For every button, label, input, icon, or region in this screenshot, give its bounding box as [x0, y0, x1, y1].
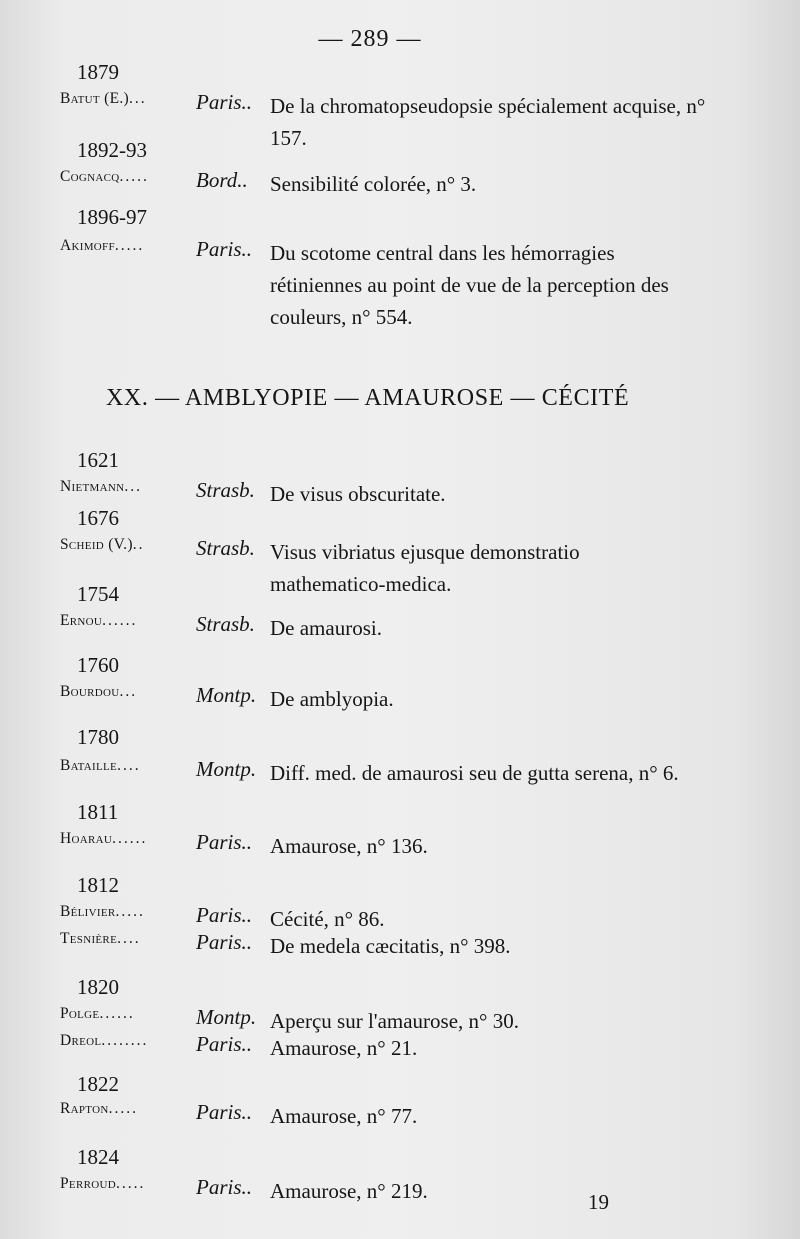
- entry-title: Diff. med. de amaurosi seu de gutta serena, n° 6.: [270, 761, 679, 785]
- year-heading: 1879: [77, 60, 119, 84]
- bibliography-entry: [60, 612, 760, 642]
- entry-author: Ernou......: [60, 612, 138, 629]
- bibliography-entry: [60, 478, 760, 508]
- year-heading: 1820: [77, 975, 119, 999]
- bibliography-entry: [60, 1100, 760, 1130]
- entry-city: Paris..: [196, 1032, 253, 1056]
- entry-title: De visus obscuritate.: [270, 482, 446, 506]
- entry-author: Scheid (V.)..: [60, 536, 145, 553]
- page-number: — 289 —: [318, 26, 422, 52]
- entry-city: Montp.: [196, 757, 257, 781]
- bibliography-entry: [60, 757, 760, 787]
- year-heading: 1811: [77, 800, 119, 824]
- entry-title: Du scotome central dans les hémorragies rétiniennes au point de vue de la perception des couleurs, n° 554.: [270, 241, 669, 329]
- entry-title: Aperçu sur l'amaurose, n° 30.: [270, 1009, 519, 1033]
- entry-author: Hoarau......: [60, 830, 148, 847]
- entry-author: Bélivier.....: [60, 903, 145, 920]
- bibliography-entry: [60, 168, 760, 198]
- entry-title: Sensibilité colorée, n° 3.: [270, 172, 477, 196]
- entry-author: Akimoff.....: [60, 237, 145, 254]
- entry-city: Paris..: [196, 930, 253, 954]
- entry-title: Amaurose, n° 136.: [270, 834, 428, 858]
- entry-author: Batut (E.)...: [60, 90, 147, 107]
- entry-title: Amaurose, n° 77.: [270, 1104, 418, 1128]
- entry-city: Montp.: [196, 683, 257, 707]
- entry-author: Bourdou...: [60, 683, 138, 700]
- entry-author: Tesnière....: [60, 930, 141, 947]
- bibliography-entry: [60, 1175, 760, 1205]
- entry-title: De amaurosi.: [270, 616, 382, 640]
- entry-city: Strasb.: [196, 612, 255, 636]
- signature-mark: 19: [588, 1190, 609, 1214]
- entry-title: Visus vibriatus ejusque demonstratio mathematico-medica.: [270, 540, 580, 596]
- entry-title: Amaurose, n° 219.: [270, 1179, 428, 1203]
- entry-city: Paris..: [196, 830, 253, 854]
- entry-city: Strasb.: [196, 536, 255, 560]
- entry-city: Bord..: [196, 168, 248, 192]
- year-heading: 1676: [77, 506, 119, 530]
- bibliography-entry: [60, 1005, 760, 1035]
- year-heading: 1892-93: [77, 138, 147, 162]
- entry-author: Polge......: [60, 1005, 135, 1022]
- entry-author: Rapton.....: [60, 1100, 138, 1117]
- year-heading: 1812: [77, 873, 119, 897]
- entry-title: Cécité, n° 86.: [270, 907, 385, 931]
- bibliography-entry: [60, 1032, 760, 1062]
- year-heading: 1754: [77, 582, 119, 606]
- entry-title: De amblyopia.: [270, 687, 394, 711]
- entry-city: Paris..: [196, 90, 253, 114]
- entry-title: De la chromatopseudopsie spécialement acquise, n° 157.: [270, 94, 706, 150]
- entry-title: De medela cæcitatis, n° 398.: [270, 934, 511, 958]
- entry-city: Paris..: [196, 237, 253, 261]
- year-heading: 1760: [77, 653, 119, 677]
- entry-author: Perroud.....: [60, 1175, 146, 1192]
- entry-author: Cognacq.....: [60, 168, 149, 185]
- entry-city: Paris..: [196, 903, 253, 927]
- entry-city: Paris..: [196, 1100, 253, 1124]
- bibliography-entry: [60, 683, 760, 713]
- entry-author: Dreol........: [60, 1032, 149, 1049]
- bibliography-entry: [60, 930, 760, 960]
- entry-city: Montp.: [196, 1005, 257, 1029]
- bibliography-entry: [60, 237, 760, 329]
- entry-title: Amaurose, n° 21.: [270, 1036, 418, 1060]
- year-heading: 1621: [77, 448, 119, 472]
- year-heading: 1824: [77, 1145, 119, 1169]
- year-heading: 1896-97: [77, 205, 147, 229]
- entry-author: Bataille....: [60, 757, 141, 774]
- year-heading: 1780: [77, 725, 119, 749]
- bibliography-entry: [60, 903, 760, 933]
- year-heading: 1822: [77, 1072, 119, 1096]
- bibliography-entry: [60, 830, 760, 860]
- entry-author: Nietmann...: [60, 478, 142, 495]
- entry-city: Paris..: [196, 1175, 253, 1199]
- section-heading: XX. — AMBLYOPIE — AMAUROSE — CÉCITÉ: [106, 385, 630, 411]
- entry-city: Strasb.: [196, 478, 255, 502]
